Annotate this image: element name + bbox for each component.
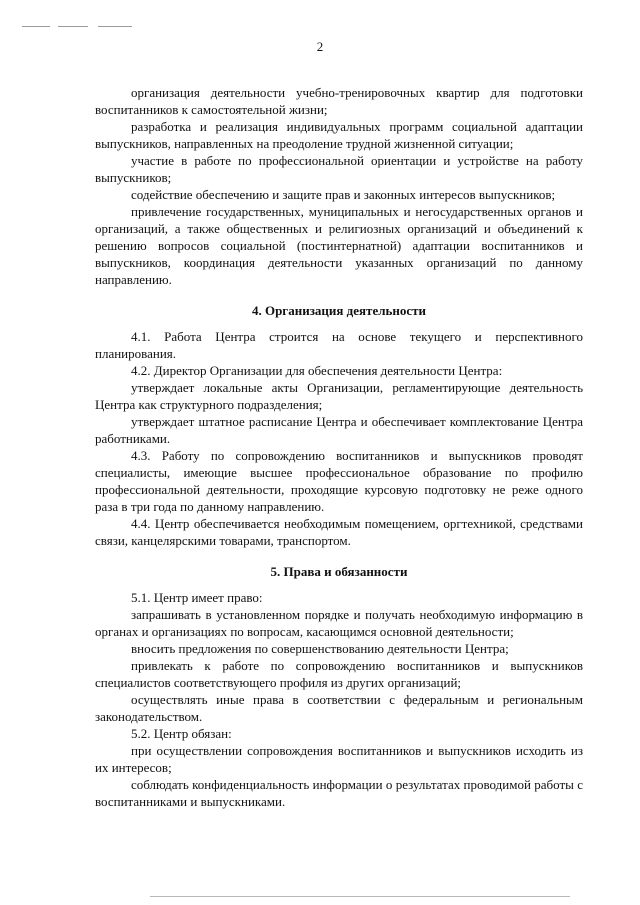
section-5-heading: 5. Права и обязанности (270, 564, 408, 579)
section-5-paragraph: 5.1. Центр имеет право: (131, 590, 263, 605)
section-5-paragraph: при осуществлении сопровождения воспитанников и выпускников исходить из их интересов; (95, 743, 583, 775)
section-5-paragraph: 5.2. Центр обязан: (131, 726, 232, 741)
intro-item: организация деятельности учебно-тренировочных квартир для подготовки воспитанников к самостоятельной жизни; (95, 85, 583, 117)
intro-list (95, 84, 583, 288)
scan-artifact-top-right (98, 26, 132, 27)
section-4-paragraph: 4.2. Директор Организации для обеспечения деятельности Центра: (131, 363, 503, 378)
section-4-paragraph: утверждает штатное расписание Центра и обеспечивает комплектование Центра работниками. (95, 414, 583, 446)
intro-item: разработка и реализация индивидуальных программ социальной адаптации выпускников, направленных на преодоление трудной жизненной ситуации; (95, 119, 583, 151)
section-4 (95, 328, 583, 549)
intro-item: привлечение государственных, муниципальных и негосударственных органов и организаций, а также общественных и религиозных организаций и объединений к решению вопросов социальной (постинтернатной) адаптации воспитанников и выпускников, координация деятельности указанных организаций по данному направлению. (95, 204, 583, 287)
document-body (95, 84, 583, 810)
section-4-paragraph: 4.4. Центр обеспечивается необходимым помещением, оргтехникой, средствами связи, канцелярскими товарами, транспортом. (95, 516, 583, 548)
section-4-paragraph: утверждает локальные акты Организации, регламентирующие деятельность Центра как структурного подразделения; (95, 380, 583, 412)
section-5 (95, 589, 583, 810)
section-5-paragraph: осуществлять иные права в соответствии с федеральным и региональным законодательством. (95, 692, 583, 724)
page-number: 2 (316, 39, 324, 54)
intro-item: участие в работе по профессиональной ориентации и устройстве на работу выпускников; (95, 153, 583, 185)
section-5-paragraph: запрашивать в установленном порядке и получать необходимую информацию в органах и организациях по вопросам, касающимся основной деятельности; (95, 607, 583, 639)
scan-artifact-top-left (22, 26, 50, 27)
section-5-paragraph: вносить предложения по совершенствованию деятельности Центра; (131, 641, 509, 656)
section-4-paragraph: 4.3. Работу по сопровождению воспитанников и выпускников проводят специалисты, имеющие высшее профессиональное образование по профилю профессиональной деятельности, проходящие курсовую подготовку не реже одного раза в три года по данному направлению. (95, 448, 583, 514)
intro-item: содействие обеспечению и защите прав и законных интересов выпускников; (131, 187, 556, 202)
scan-artifact-bottom (150, 896, 570, 897)
section-4-heading: 4. Организация деятельности (251, 303, 427, 318)
section-5-paragraph: привлекать к работе по сопровождению воспитанников и выпускников специалистов соответствующего профиля из других организаций; (95, 658, 583, 690)
scan-artifact-top-mid (58, 26, 88, 27)
section-4-paragraph: 4.1. Работа Центра строится на основе текущего и перспективного планирования. (95, 329, 583, 361)
section-5-paragraph: соблюдать конфиденциальность информации о результатах проводимой работы с воспитанниками и выпускниками. (95, 777, 583, 809)
